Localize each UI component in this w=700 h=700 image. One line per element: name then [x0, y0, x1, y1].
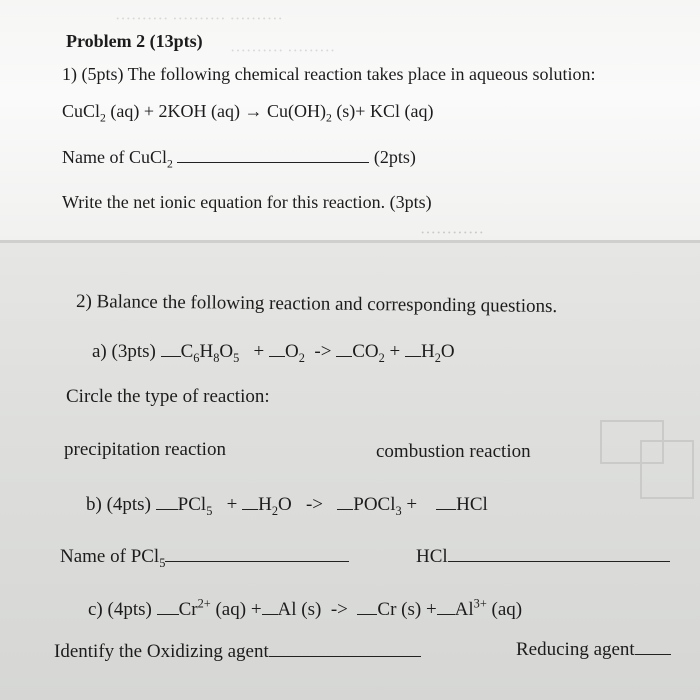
name-pcl5-line: Name of PCl$_5$	[60, 545, 349, 568]
pcl5-name-blank[interactable]	[165, 545, 349, 562]
question-2c-equation: c) (4pts) $Cr^{2+}$ (aq) + Al (s) -> Cr $(s) + Al^{3+}$ (aq)	[88, 596, 523, 620]
name-of-cucl2-line: Name of CuCl$_2$ (2pts)	[62, 147, 416, 171]
net-ionic-prompt: Write the net ionic equation for this reaction. (3pts)	[62, 192, 432, 212]
bleed-through-text: ·········· ·········	[230, 41, 336, 58]
reducing-agent-line: Reducing agent	[516, 638, 671, 661]
problem-title: Problem 2 (13pts)	[66, 31, 203, 51]
bleed-through-box	[640, 440, 694, 499]
name-answer-blank[interactable]	[177, 146, 369, 163]
oxidizing-agent-blank[interactable]	[269, 640, 421, 657]
hcl-name-blank[interactable]	[448, 545, 670, 562]
reducing-agent-blank[interactable]	[635, 638, 671, 655]
oxidizing-agent-line: Identify the Oxidizing agent	[54, 640, 421, 663]
question-1-prompt: 1) (5pts) The following chemical reaction takes place in aqueous solution:	[62, 64, 596, 84]
bleed-through-text: ············	[420, 223, 484, 240]
photo-seam	[0, 240, 700, 243]
question-2b-equation: b) (4pts) $PCl_5 + H_2O$ -> POCl$_3$ + HCl	[86, 494, 488, 518]
circle-type-prompt: Circle the type of reaction:	[66, 386, 270, 407]
hcl-name-line: HCl	[416, 545, 670, 568]
question-2-prompt: 2) Balance the following reaction and corresponding questions.	[75, 291, 558, 318]
question-2a-equation: a) (3pts) $C_6H_8O_5 + O_2 -> CO_2 + H_2O$	[92, 341, 455, 365]
option-combustion-reaction[interactable]: combustion reaction	[376, 441, 531, 462]
bleed-through-text: ·········· ·········· ··········	[115, 9, 283, 26]
question-1-equation: CuCl$_2$ (aq) + 2KOH $(aq) \to Cu(OH)_2$ (s)+ KCl (aq)	[62, 101, 434, 125]
option-precipitation-reaction[interactable]: precipitation reaction	[64, 439, 226, 460]
